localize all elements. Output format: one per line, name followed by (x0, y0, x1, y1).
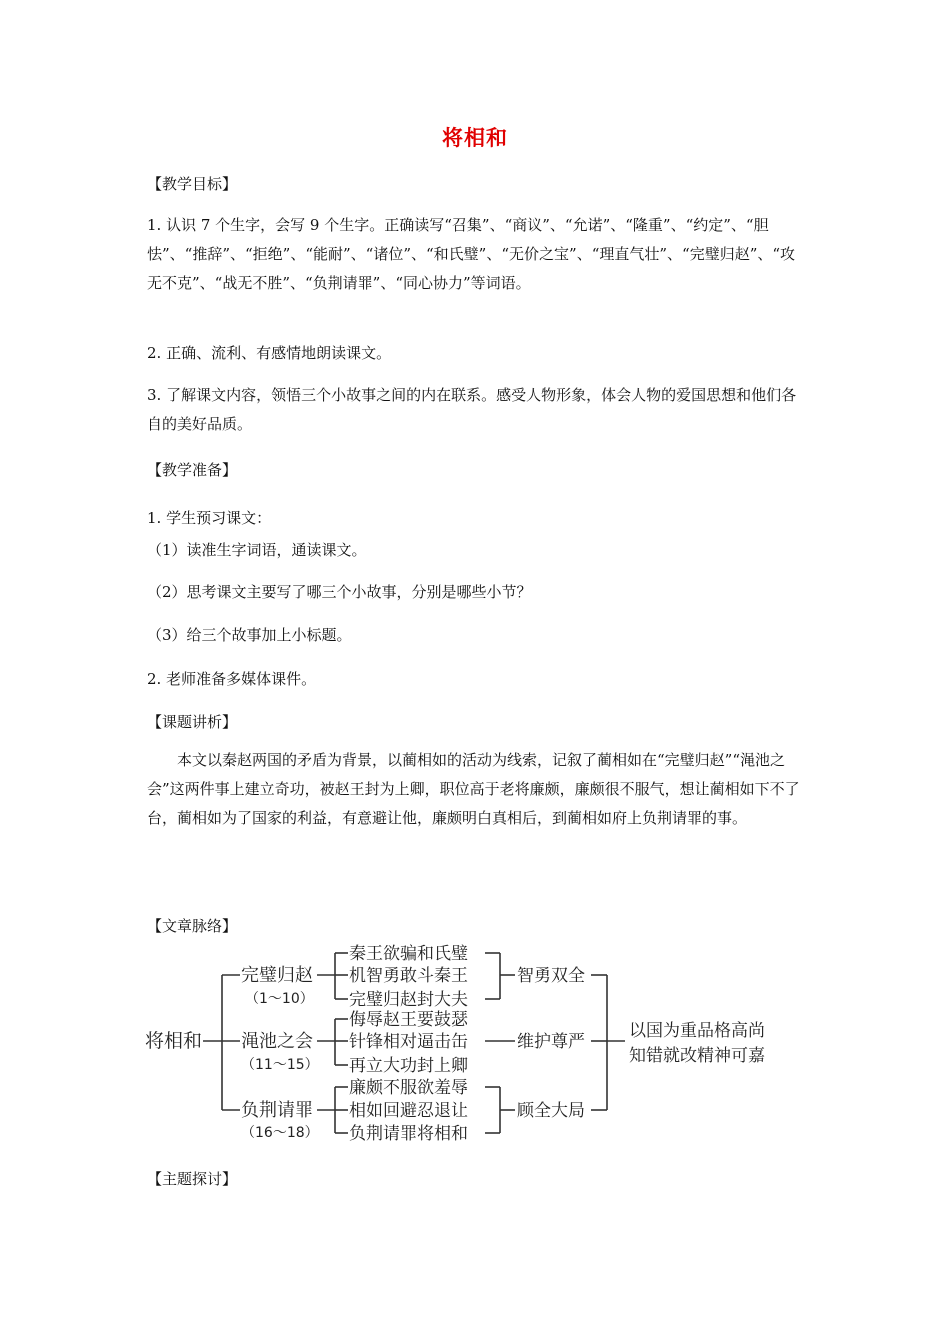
event: 完璧归赵封大夫 (349, 990, 468, 1010)
event: 廉颇不服欲羞辱 (349, 1078, 468, 1098)
event: 相如回避忍退让 (349, 1101, 468, 1121)
goal-1: 1. 认识 7 个生字，会写 9 个生字。正确读写“召集”、“商议”、“允诺”、“隆重”、“约定”、“胆怯”、“推辞”、“拒绝”、“能耐”、“诸位”、“和氏璧”、“无价之宝”、“理直气壮”、“完璧归赵”、“攻无不克”、“战无不胜”、“负荆请罪”、“同心协力”等词语。 (147, 216, 796, 292)
event: 负荆请罪将相和 (349, 1124, 468, 1144)
event: 再立大功封上卿 (349, 1056, 468, 1076)
event: 机智勇敢斗秦王 (349, 966, 468, 986)
diagram-root: 将相和 (145, 1030, 203, 1052)
section-analysis-heading: 【课题讲析】 (147, 713, 238, 731)
story-name: 完璧归赵 (241, 965, 313, 986)
section-prep-heading: 【教学准备】 (147, 461, 238, 479)
goal-2: 2. 正确、流利、有感情地朗读课文。 (147, 344, 392, 362)
event: 针锋相对逼击缶 (349, 1032, 468, 1052)
story-name: 负荆请罪 (241, 1100, 313, 1121)
section-structure-heading: 【文章脉络】 (147, 917, 238, 935)
analysis-paragraph: 本文以秦赵两国的矛盾为背景，以蔺相如的活动为线索，记叙了蔺相如在“完璧归赵”“渑池之会”这两件事上建立奇功，被赵王封为上卿，职位高于老将廉颇，廉颇很不服气，想让蔺相如下不了台，蔺相如为了国家的利益，有意避让他，廉颇明白真相后，到蔺相如府上负荆请罪的事。 (147, 751, 800, 827)
goal-3: 3. 了解课文内容，领悟三个小故事之间的内在联系。感受人物形象，体会人物的爱国思想和他们各自的美好品质。 (147, 386, 797, 433)
prep-item-2: （1）读准生字词语，通读课文。 (147, 541, 367, 559)
story-quality: 智勇双全 (517, 966, 585, 986)
prep-item-4: （3）给三个故事加上小标题。 (147, 626, 352, 644)
story-quality: 顾全大局 (517, 1101, 585, 1121)
story-quality: 维护尊严 (517, 1032, 585, 1052)
story-range: （16～18） (241, 1125, 319, 1141)
story-range: （11～15） (241, 1057, 319, 1073)
event: 秦王欲骗和氏璧 (349, 944, 468, 964)
structure-diagram (145, 935, 805, 1145)
prep-item-1: 1. 学生预习课文： (147, 509, 272, 527)
section-goals-heading: 【教学目标】 (147, 175, 238, 193)
page-title: 将相和 (442, 125, 508, 150)
section-theme-heading: 【主题探讨】 (147, 1170, 238, 1188)
prep-item-5: 2. 老师准备多媒体课件。 (147, 670, 317, 688)
event: 侮辱赵王要鼓瑟 (349, 1010, 468, 1030)
prep-item-3: （2）思考课文主要写了哪三个小故事，分别是哪些小节？ (147, 583, 532, 601)
story-name: 渑池之会 (241, 1031, 313, 1052)
story-range: （1～10） (245, 991, 314, 1007)
conclusion-line: 知错就改精神可嘉 (629, 1046, 765, 1066)
conclusion-line: 以国为重品格高尚 (629, 1021, 765, 1041)
